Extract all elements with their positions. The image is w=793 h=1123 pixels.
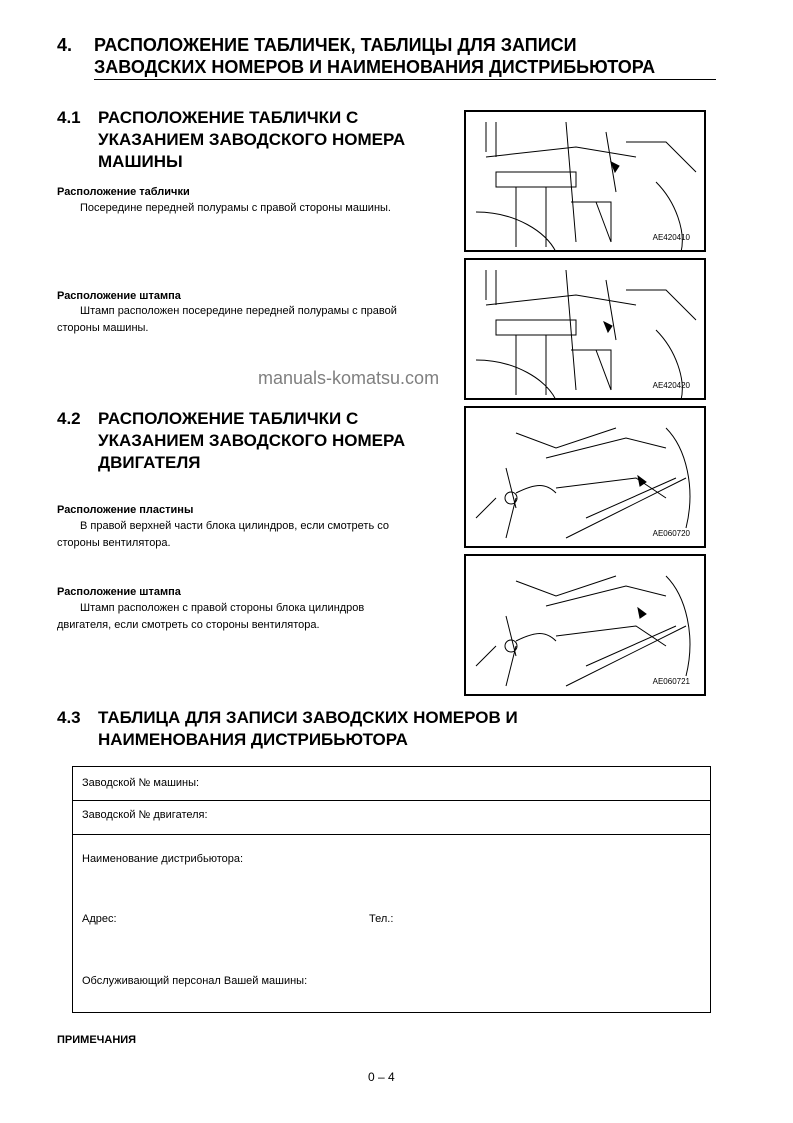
watermark: manuals-komatsu.com <box>258 368 440 388</box>
title-line: МАШИНЫ <box>98 152 183 171</box>
subheading: Расположение пластины <box>57 504 194 516</box>
row-divider <box>73 834 710 835</box>
section-4-1-number: 4.1 <box>57 108 81 127</box>
notes-heading: ПРИМЕЧАНИЯ <box>57 1034 137 1046</box>
row-divider <box>73 800 710 801</box>
phone-field[interactable]: Тел.: <box>369 913 394 925</box>
machine-frame-drawing-icon <box>466 112 706 252</box>
machine-frame-drawing-icon <box>466 260 706 400</box>
subheading: Расположение штампа <box>57 290 181 302</box>
section-4-1-title <box>98 107 405 173</box>
distributor-name-field[interactable]: Наименование дистрибьютора: <box>82 853 244 865</box>
chapter-title-line1: РАСПОЛОЖЕНИЕ ТАБЛИЧЕК, ТАБЛИЦЫ ДЛЯ ЗАПИСИ <box>94 35 577 55</box>
address-field[interactable]: Адрес: <box>82 913 117 925</box>
section-4-3-title <box>98 707 518 751</box>
title-line: РАСПОЛОЖЕНИЕ ТАБЛИЧКИ С <box>98 108 359 127</box>
title-line: УКАЗАНИЕМ ЗАВОДСКОГО НОМЕРА <box>98 431 406 450</box>
paragraph-line: В правой верхней части блока цилиндров, если смотреть со <box>80 520 389 532</box>
title-line: ДВИГАТЕЛЯ <box>98 453 201 472</box>
service-staff-field[interactable]: Обслуживающий персонал Вашей машины: <box>82 975 308 987</box>
figure-machine-plate <box>464 110 706 252</box>
figure-label: AE420410 <box>652 233 690 242</box>
paragraph-line: Штамп расположен с правой стороны блока цилиндров <box>80 602 365 614</box>
section-4-2-number: 4.2 <box>57 409 81 428</box>
paragraph: Посередине передней полурамы с правой стороны машины. <box>80 202 391 214</box>
section-4-2-title <box>98 408 405 474</box>
engine-drawing-icon <box>466 408 706 548</box>
engine-drawing-icon <box>466 556 706 696</box>
engine-serial-field[interactable]: Заводской № двигателя: <box>82 809 208 821</box>
figure-label: AE060720 <box>652 529 690 538</box>
figure-label: AE420420 <box>652 381 690 390</box>
figure-machine-stamp <box>464 258 706 400</box>
figure-engine-plate <box>464 406 706 548</box>
title-line: РАСПОЛОЖЕНИЕ ТАБЛИЧКИ С <box>98 409 359 428</box>
page-number: 0 – 4 <box>368 1070 395 1084</box>
section-4-3-number: 4.3 <box>57 708 81 727</box>
chapter-title-line2: ЗАВОДСКИХ НОМЕРОВ И НАИМЕНОВАНИЯ ДИСТРИБЬЮТОРА <box>94 57 656 77</box>
distributor-record-table <box>72 766 711 1013</box>
machine-serial-field[interactable]: Заводской № машины: <box>82 777 200 789</box>
title-underline <box>94 79 716 80</box>
paragraph-line: Штамп расположен посередине передней полурамы с правой <box>80 305 397 317</box>
paragraph-line: стороны вентилятора. <box>57 537 171 549</box>
paragraph-line: двигателя, если смотреть со стороны вентилятора. <box>57 619 320 631</box>
subheading: Расположение таблички <box>57 186 190 198</box>
figure-engine-stamp <box>464 554 706 696</box>
paragraph-line: стороны машины. <box>57 322 149 334</box>
subheading: Расположение штампа <box>57 586 181 598</box>
title-line: НАИМЕНОВАНИЯ ДИСТРИБЬЮТОРА <box>98 730 408 749</box>
figure-label: AE060721 <box>652 677 690 686</box>
chapter-number: 4. <box>57 35 73 55</box>
title-line: УКАЗАНИЕМ ЗАВОДСКОГО НОМЕРА <box>98 130 406 149</box>
title-line: ТАБЛИЦА ДЛЯ ЗАПИСИ ЗАВОДСКИХ НОМЕРОВ И <box>98 708 518 727</box>
